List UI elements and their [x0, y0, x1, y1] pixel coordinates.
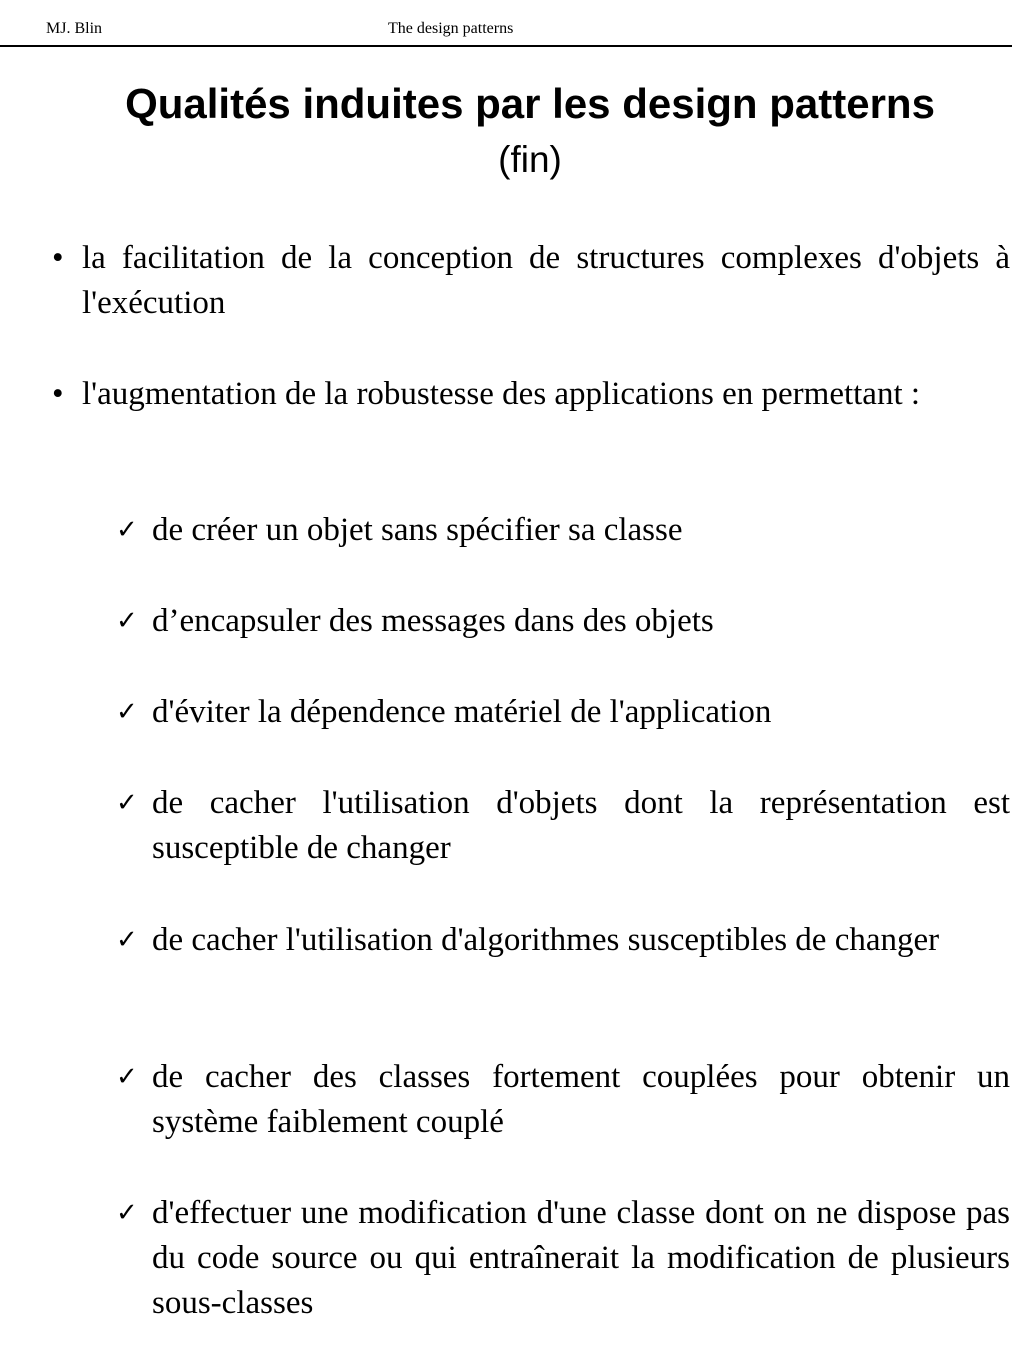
checklist-item: [116, 508, 1010, 553]
checklist-text: de cacher l'utilisation d'algorithmes susceptibles de changer: [152, 922, 940, 958]
slide-subtitle: (fin): [498, 139, 562, 180]
checklist-item: [116, 1055, 1010, 1145]
checklist-text: de cacher des classes fortement couplées pour obtenir un système faiblement couplé: [152, 1059, 1010, 1140]
slide-title: Qualités induites par les design patterns: [125, 80, 935, 127]
checklist-item: [116, 599, 1010, 644]
bullet-item: [52, 236, 1010, 326]
checklist-item: [116, 690, 1010, 735]
header-topic: The design patterns: [388, 20, 514, 37]
bullet-text: l'augmentation de la robustesse des applications en permettant :: [82, 376, 921, 412]
check-mark-icon: ✓: [116, 788, 138, 818]
bullet-marker: •: [52, 240, 64, 276]
checklist-text: d'effectuer une modification d'une classe dont on ne dispose pas du code source ou qui entraînerait la modification de plusieurs sous-classes: [152, 1195, 1010, 1321]
checklist-item: [116, 781, 1010, 871]
checklist-text: de cacher l'utilisation d'objets dont la représentation est susceptible de changer: [152, 785, 1010, 866]
checklist-item: [116, 1191, 1010, 1326]
checklist-text: de créer un objet sans spécifier sa classe: [152, 512, 683, 548]
check-mark-icon: ✓: [116, 1198, 138, 1228]
checklist-text: d'éviter la dépendence matériel de l'application: [152, 694, 772, 730]
header-author: MJ. Blin: [46, 20, 103, 37]
check-mark-icon: ✓: [116, 697, 138, 727]
check-mark-icon: ✓: [116, 606, 138, 636]
bullet-text: la facilitation de la conception de structures complexes d'objets à l'exécution: [82, 240, 1010, 321]
bullet-item: [52, 372, 1010, 417]
check-mark-icon: ✓: [116, 1062, 138, 1092]
check-mark-icon: ✓: [116, 925, 138, 955]
bullet-marker: •: [52, 376, 64, 412]
checklist-text: d’encapsuler des messages dans des objets: [152, 603, 714, 639]
check-mark-icon: ✓: [116, 515, 138, 545]
page-header: [0, 0, 1012, 47]
checklist-item: [116, 918, 1010, 963]
